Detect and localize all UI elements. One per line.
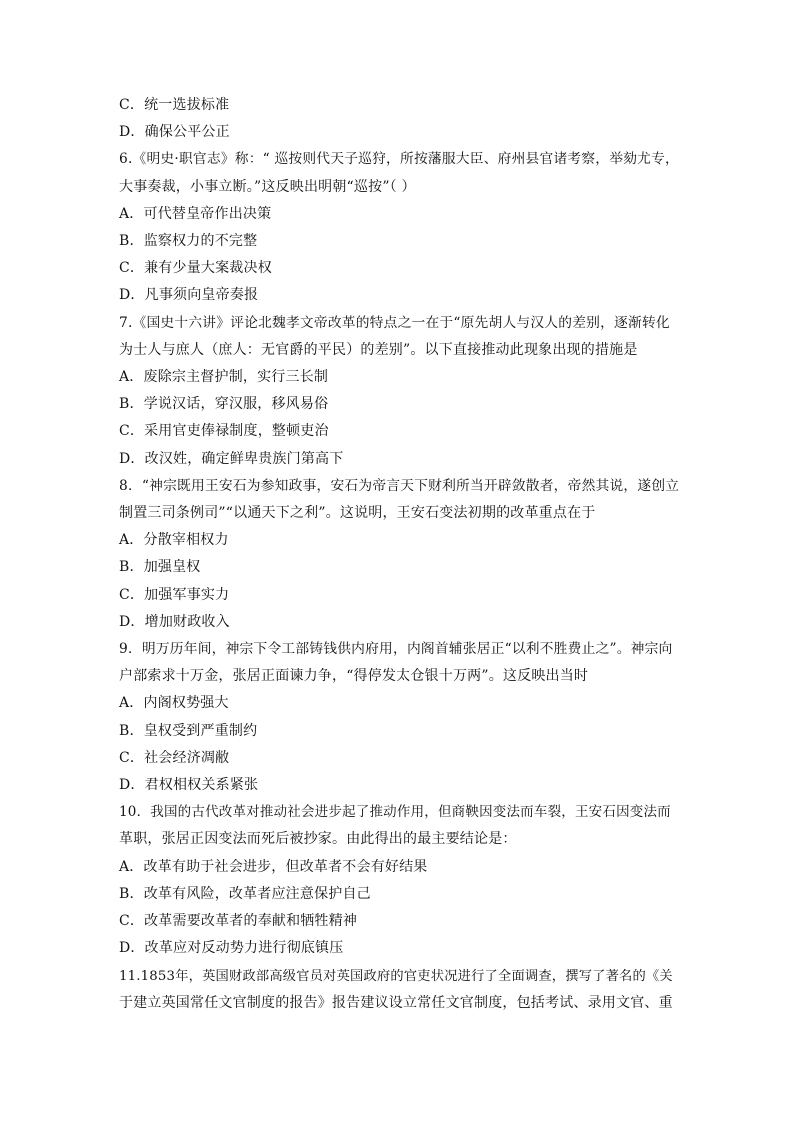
option-b-q6: B．监察权力的不完整 [119, 233, 258, 250]
option-d-q10: D．改革应对反动势力进行彻底镇压 [119, 940, 344, 957]
question-9-stem-line-1: 9．明万历年间，神宗下令工部铸钱供内府用，内阁首辅张居正“以利不胜费止之”。神宗向 [119, 641, 673, 658]
option-d-q6: D．凡事须向皇帝奏报 [119, 287, 259, 304]
question-7-stem-line-2: 为士人与庶人（庶人：无官爵的平民）的差别”。以下直接推动此现象出现的措施是 [119, 341, 638, 358]
option-d-q8: D．增加财政收入 [119, 613, 230, 630]
question-9-stem-line-2: 户部索求十万金，张居正面谏力争，“得停发太仓银十万两”。这反映出当时 [119, 668, 589, 685]
option-c-q7: C．采用官吏俸禄制度，整顿吏治 [119, 423, 329, 440]
option-b-q8: B．加强皇权 [119, 559, 201, 576]
question-11-stem-line-2: 于建立英国常任文官制度的报告》报告建议设立常任文官制度，包括考试、录用文官、重 [119, 994, 673, 1011]
option-b-q9: B．皇权受到严重制约 [119, 722, 258, 739]
option-a-q6: A．可代替皇帝作出决策 [119, 205, 272, 222]
option-c-q6: C．兼有少量大案裁决权 [119, 260, 272, 277]
question-6-stem-line-1: 6.《明史·职官志》称：“ 巡按则代天子巡狩，所按藩服大臣、府州县官诸考察，举劾尤专， [119, 151, 679, 168]
question-8-stem-line-2: 制置三司条例司”“以通天下之利”。这说明，王安石变法初期的改革重点在于 [119, 505, 596, 522]
option-d-q5: D．确保公平公正 [119, 124, 230, 141]
option-a-q9: A．内阁权势强大 [119, 695, 229, 712]
document-page [119, 92, 679, 1017]
question-7-stem-line-1: 7.《国史十六讲》评论北魏孝文帝改革的特点之一在于“原先胡人与汉人的差别，逐渐转化 [119, 314, 670, 331]
option-a-q7: A．废除宗主督护制，实行三长制 [119, 369, 329, 386]
option-b-q7: B．学说汉话，穿汉服，移风易俗 [119, 396, 329, 413]
option-c-q5: C．统一选拔标准 [119, 97, 230, 113]
option-c-q10: C．改革需要改革者的奉献和牺牲精神 [119, 913, 358, 930]
option-c-q8: C．加强军事实力 [119, 586, 230, 603]
option-d-q9: D．君权相权关系紧张 [119, 777, 259, 794]
option-b-q10: B．改革有风险，改革者应注意保护自己 [119, 885, 371, 902]
option-a-q10: A．改革有助于社会进步，但改革者不会有好结果 [119, 858, 428, 875]
question-10-stem-line-2: 革职，张居正因变法而死后被抄家。由此得出的最主要结论是： [119, 831, 517, 848]
question-6-stem-line-2: 大事奏裁，小事立断。”这反映出明朝“巡按”（ ） [119, 178, 416, 195]
question-10-stem-line-1: 10．我国的古代改革对推动社会进步起了推动作用，但商鞅因变法而车裂，王安石因变法而 [119, 804, 671, 821]
option-c-q9: C．社会经济凋敝 [119, 749, 230, 766]
option-d-q7: D．改汉姓，确定鲜卑贵族门第高下 [119, 450, 344, 467]
option-a-q8: A．分散宰相权力 [119, 532, 229, 549]
question-8-stem-line-1: 8．“神宗既用王安石为参知政事，安石为帝言天下财利所当开辟敛散者，帝然其说，遂创立 [119, 477, 680, 494]
question-11-stem-line-1: 11.1853年，英国财政部高级官员对英国政府的官吏状况进行了全面调查，撰写了著名的《关 [119, 968, 673, 984]
